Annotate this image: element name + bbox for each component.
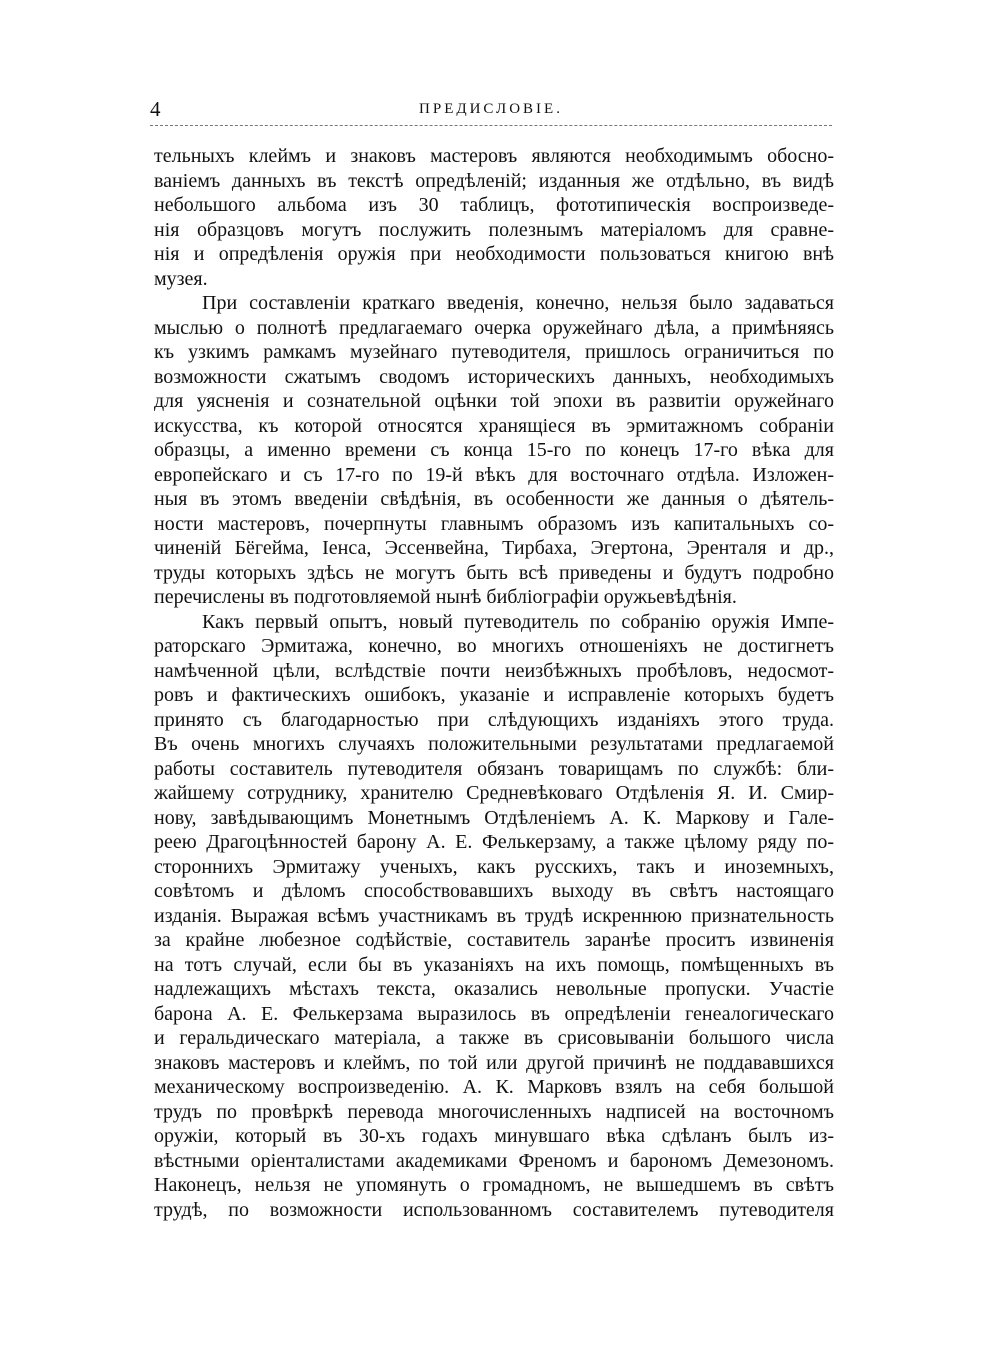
running-title: ПРЕДИСЛОВІЕ. — [419, 101, 563, 117]
text-line: образцы, а именно времени съ конца 15-го по конецъ 17-го вѣка для — [154, 439, 834, 461]
body-text — [154, 144, 834, 1222]
text-line: европейскаго и съ 17-го по 19-й вѣкъ для восточнаго отдѣла. Изложен- — [154, 463, 834, 486]
text-line: музея. — [154, 267, 208, 290]
text-line: и геральдическаго матеріала, а также въ срисовываніи большого числа — [154, 1027, 834, 1049]
text-line: Въ очень многихъ случаяхъ положительными результатами предлагаемой — [154, 733, 834, 755]
paragraph-3 — [154, 610, 834, 1223]
paragraph-1 — [154, 144, 834, 291]
text-line: трудѣ, по возможности использованномъ составителемъ путеводителя — [154, 1198, 834, 1221]
text-line: ности мастеровъ, почерпнуты главнымъ образомъ изъ капитальныхъ со- — [154, 512, 834, 535]
header-rule — [150, 125, 832, 126]
text-line: тельныхъ клеймъ и знаковъ мастеровъ являются необходимымъ обосно- — [154, 145, 834, 167]
text-line: знаковъ мастеровъ и клеймъ, по той или другой причинѣ не поддававшихся — [154, 1051, 834, 1074]
text-line: При составленіи краткаго введенія, конечно, нельзя было задаваться — [202, 292, 834, 314]
text-line: искусства, къ которой относятся хранящіеся въ эрмитажномъ собраніи — [154, 414, 834, 437]
text-line: перечислены въ подготовляемой нынѣ библіографіи оружьевѣдѣнія. — [154, 586, 737, 608]
text-line: раторскаго Эрмитажа, конечно, во многихъ отношеніяхъ не достигнетъ — [154, 635, 834, 657]
text-line: труды которыхъ здѣсь не могутъ быть всѣ приведены и будутъ подробно — [154, 561, 834, 584]
text-line: Какъ первый опытъ, новый путеводитель по собранію оружія Импе- — [202, 610, 834, 633]
text-line: къ узкимъ рамкамъ музейнаго путеводителя, пришлось ограничиться по — [154, 341, 834, 363]
text-line: совѣтомъ и дѣломъ способствовавшихъ выходу въ свѣтъ настоящаго — [154, 880, 834, 902]
paragraph-2 — [154, 291, 834, 610]
text-line: вѣстными оріенталистами академиками Френомъ и барономъ Демезономъ. — [154, 1149, 834, 1172]
text-line: намѣченной цѣли, вслѣдствіе почти неизбѣжныхъ пробѣловъ, недосмот- — [154, 659, 834, 682]
text-line: небольшого альбома изъ 30 таблицъ, фототипическія воспроизведе- — [154, 194, 834, 216]
text-line: Наконецъ, нельзя не упомянуть о громадномъ, не вышедшемъ въ свѣтъ — [154, 1174, 834, 1196]
text-line: изданія. Выражая всѣмъ участникамъ въ трудѣ искреннюю признательность — [154, 904, 834, 927]
text-line: чиненій Бёгейма, Іенса, Эссенвейна, Тирбаха, Эгертона, Эренталя и др., — [154, 537, 834, 559]
text-line: надлежащихъ мѣстахъ текста, оказались невольные пропуски. Участіе — [154, 978, 834, 1000]
text-line: механическому воспроизведенію. А. К. Марковъ взялъ на себя большой — [154, 1076, 834, 1098]
text-line: нову, завѣдывающимъ Монетнымъ Отдѣленіемъ А. К. Маркову и Гале- — [154, 806, 834, 829]
text-line: нія образцовъ могутъ послужить полезнымъ матеріаломъ для сравне- — [154, 218, 834, 241]
text-line: оружіи, который въ 30-хъ годахъ минувшаго вѣка сдѣланъ былъ из- — [154, 1125, 834, 1147]
text-line: за крайне любезное содѣйствіе, составитель заранѣе проситъ извиненія — [154, 929, 834, 951]
text-line: ваніемъ данныхъ въ текстѣ опредѣленій; изданныя же отдѣльно, въ видѣ — [154, 169, 834, 192]
text-line: для уясненія и сознательной оцѣнки той эпохи въ развитіи оружейнаго — [154, 390, 834, 412]
text-line: принято съ благодарностью при слѣдующихъ изданіяхъ этого труда. — [154, 708, 834, 731]
page-header — [150, 96, 832, 128]
text-line: работы составитель путеводителя обязанъ товарищамъ по службѣ: бли- — [154, 757, 834, 780]
text-line: жайшему сотруднику, хранителю Средневѣковаго Отдѣленія Я. И. Смир- — [154, 782, 834, 804]
text-line: на тотъ случай, если бы въ указаніяхъ на ихъ помощь, помѣщенныхъ въ — [154, 953, 834, 976]
text-line: трудъ по провѣркѣ перевода многочисленныхъ надписей на восточномъ — [154, 1100, 834, 1123]
text-line: реею Драгоцѣнностей барону А. Е. Фелькерзаму, а также цѣлому ряду по- — [154, 831, 834, 853]
text-line: нія и опредѣленія оружія при необходимости пользоваться книгою внѣ — [154, 243, 834, 265]
text-line: барона А. Е. Фелькерзама выразилось въ опредѣленіи генеалогическаго — [154, 1002, 834, 1025]
page-number: 4 — [150, 97, 161, 121]
text-line: возможности сжатымъ сводомъ историческихъ данныхъ, необходимыхъ — [154, 365, 834, 388]
text-line: стороннихъ Эрмитажу ученыхъ, какъ русскихъ, такъ и иноземныхъ, — [154, 855, 834, 878]
text-line: ныя въ этомъ введеніи свѣдѣнія, въ особенности же данныя о дѣятель- — [154, 488, 834, 510]
text-line: мыслью о полнотѣ предлагаемаго очерка оружейнаго дѣла, а примѣняясь — [154, 316, 834, 339]
text-line: ровъ и фактическихъ ошибокъ, указаніе и исправленіе которыхъ будетъ — [154, 684, 834, 706]
